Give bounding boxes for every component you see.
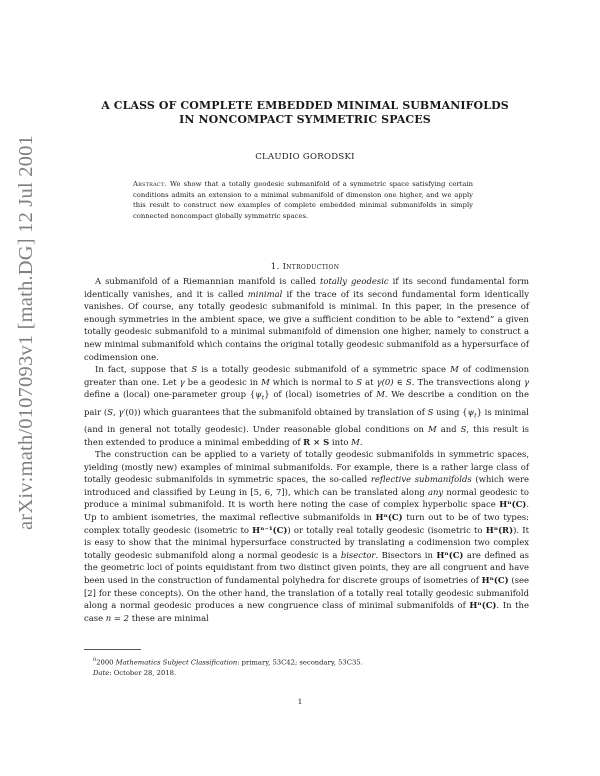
text-run: } is minimal (and in general not totally geodesic). Under reasonable global conditions on [84, 406, 530, 434]
body-text [84, 275, 529, 624]
math: ψ [255, 389, 262, 400]
footnote-date [84, 668, 529, 679]
text-run: . [359, 436, 363, 447]
paragraph [84, 448, 529, 624]
footnote-rule [84, 649, 141, 650]
math: R × S [303, 436, 330, 447]
math: γ [523, 376, 529, 387]
arxiv-identifier: arXiv:math/0107093v1 [math.DG] 12 Jul 2001 [15, 134, 37, 530]
text-run: (see [2] for these concepts). On the other hand, the translation of a totally real totally geodesic submanifold along a normal geodesic produces a new congruence class of minimal submanifolds of [84, 575, 529, 611]
msc-text: : primary, 53C42; secondary, 53C35. [237, 658, 363, 667]
term: reflective submanifolds [370, 474, 472, 485]
math: S [107, 406, 113, 417]
abstract-label: Abstract. [133, 180, 167, 188]
math: Hⁿ(C) [499, 499, 527, 510]
text-run: } of (local) isometries of [264, 389, 377, 400]
term: any [427, 486, 444, 497]
math: M [351, 436, 360, 447]
text-run: . In the case [84, 600, 529, 623]
text-run: are defined as the geometric loci of points equidistant from two distinct given points, they are all congruent and have been used in the construction of fundamental polyhedra for discrete groups of isometries of [84, 549, 529, 586]
math: S [460, 423, 467, 434]
math: S [427, 406, 434, 417]
math: S [191, 364, 198, 375]
math: Hⁿ(C) [436, 549, 464, 560]
text-run: is a totally geodesic submanifold of a symmetric space [197, 364, 451, 375]
text-run: using { [433, 406, 468, 417]
text-run: if the trace of its second fundamental form identically vanishes. Of course, any totally geodesic submanifold is minimal. In this paper, in the presence of enough symmetries in the ambient space, we give a sufficient condition to be able to “extend” a given totally geodesic submanifold to a minimal submanifold of dimension one higher, namely to construct a new minimal submanifold which contains the original totally geodesic submanifold as a hypersurface of codimension one. [84, 288, 530, 362]
text-run: and [436, 423, 461, 434]
title-line-1: A CLASS OF COMPLETE EMBEDDED MINIMAL SUBMANIFOLDS [101, 99, 509, 112]
paragraph [84, 275, 529, 363]
date-label: Date [93, 669, 110, 678]
footnote-marker: 0 [93, 657, 97, 663]
text-run: be a geodesic in [184, 376, 262, 387]
math: Hⁿ(C) [375, 512, 403, 523]
msc-year: 2000 [96, 658, 116, 667]
text-run: of codimension greater than one. Let [84, 364, 530, 387]
math: γ′ [118, 406, 126, 417]
text-run: turn out to be of two types: complex totally geodesic (isometric to [84, 512, 529, 535]
text-run: normal geodesic to produce a minimal submanifold. It is worth here noting the case of complex hyperbolic space [84, 486, 530, 510]
text-run: ) or totally real totally geodesic (isometric to [287, 524, 486, 535]
math: M [376, 389, 385, 400]
math: S [356, 376, 363, 387]
title-line-2: IN NONCOMPACT SYMMETRIC SPACES [179, 113, 431, 126]
math: Hⁿ(C) [469, 600, 497, 611]
math: n = 2 [105, 612, 130, 623]
text-run: these are minimal [129, 612, 209, 623]
text-run: The construction can be applied to a variety of totally geodesic submanifolds in symmetric spaces, yielding (mostly new) examples of minimal submanifolds. For example, there is a rather large class of totally geodesic submanifolds in symmetric spaces, the so-called [84, 449, 529, 485]
text-run: at [362, 376, 377, 387]
math: M [450, 364, 459, 375]
math: Hⁿ(R) [485, 524, 514, 535]
page-number: 1 [297, 697, 303, 706]
abstract-text: We show that a totally geodesic submanifold of a symmetric space satisfying certain conditions admits an extension to a minimal submanifold of dimension one higher, and we apply this result to construct new examples of complete embedded minimal submanifolds in simply connected noncompact globally symmetric spaces. [133, 180, 473, 220]
term: totally geodesic [319, 276, 389, 286]
text-run: . The transvections along [411, 376, 524, 387]
text-run: . Bisectors in [375, 549, 437, 560]
paper-title [82, 99, 528, 127]
math: ψ [467, 406, 475, 417]
date-text: : October 28, 2018. [109, 669, 177, 678]
text-run: (which were introduced and classified by Leung in [5, 6, 7]), which can be translated along [84, 474, 529, 497]
text-run: into [329, 436, 352, 447]
math: Hⁿ⁻¹(C) [252, 524, 288, 535]
section-heading: 1. Introduction [270, 262, 340, 272]
footnotes [84, 655, 529, 679]
abstract [133, 179, 473, 221]
msc-label: Mathematics Subject Classification [115, 658, 238, 667]
text-run: In fact, suppose that [95, 364, 192, 375]
math: γ [179, 376, 185, 387]
text-run: , [112, 406, 119, 417]
term: minimal [247, 288, 283, 299]
math: Hⁿ(C) [481, 575, 509, 586]
text-run: define a (local) one-parameter group { [84, 389, 256, 400]
text-run: ). It is easy to show that the minimal hypersurface constructed by translating a codimension two complex totally geodesic submanifold along a normal geodesic is a [84, 524, 529, 560]
text-run: A submanifold of a Riemannian manifold is called [95, 276, 320, 286]
math: M [428, 423, 437, 434]
text-run: . We describe a condition on the pair ( [84, 389, 529, 417]
author-name: CLAUDIO GORODSKI [255, 152, 355, 162]
text-run: which is normal to [269, 376, 357, 387]
text-run: (0)) which guarantees that the submanifold obtained by translation of [125, 406, 428, 417]
math: M [261, 376, 270, 387]
paragraph: In fact, suppose that S is a totally geodesic submanifold of a symmetric space M of codimension greater than one. Let γ be a geodesic in M which is normal to S at γ(0) ∈ S. The transvections along γ define a (local) one-parameter group $\{\psi_t\}$ of (local) isometries of M. We describe a condition on the pair (S, γ′(0)) which guarantees that the submanifold obtained by translation of S using $\{\psi_t\}$ is minimal (and in general not totally geodesic). Under reasonable global conditions on M and S, this result is then extended to produce a minimal embedding of R × S into M. [84, 364, 530, 447]
text-run: . Up to ambient isometries, the maximal reflective submanifolds in [84, 499, 529, 523]
text-run: , this result is then extended to produce a minimal embedding of [84, 423, 530, 447]
text-run: if its second fundamental form identically vanishes, and it is called [84, 276, 529, 299]
term: bisector [340, 549, 376, 560]
footnote-msc [84, 655, 529, 668]
math: γ(0) ∈ S [376, 376, 412, 387]
